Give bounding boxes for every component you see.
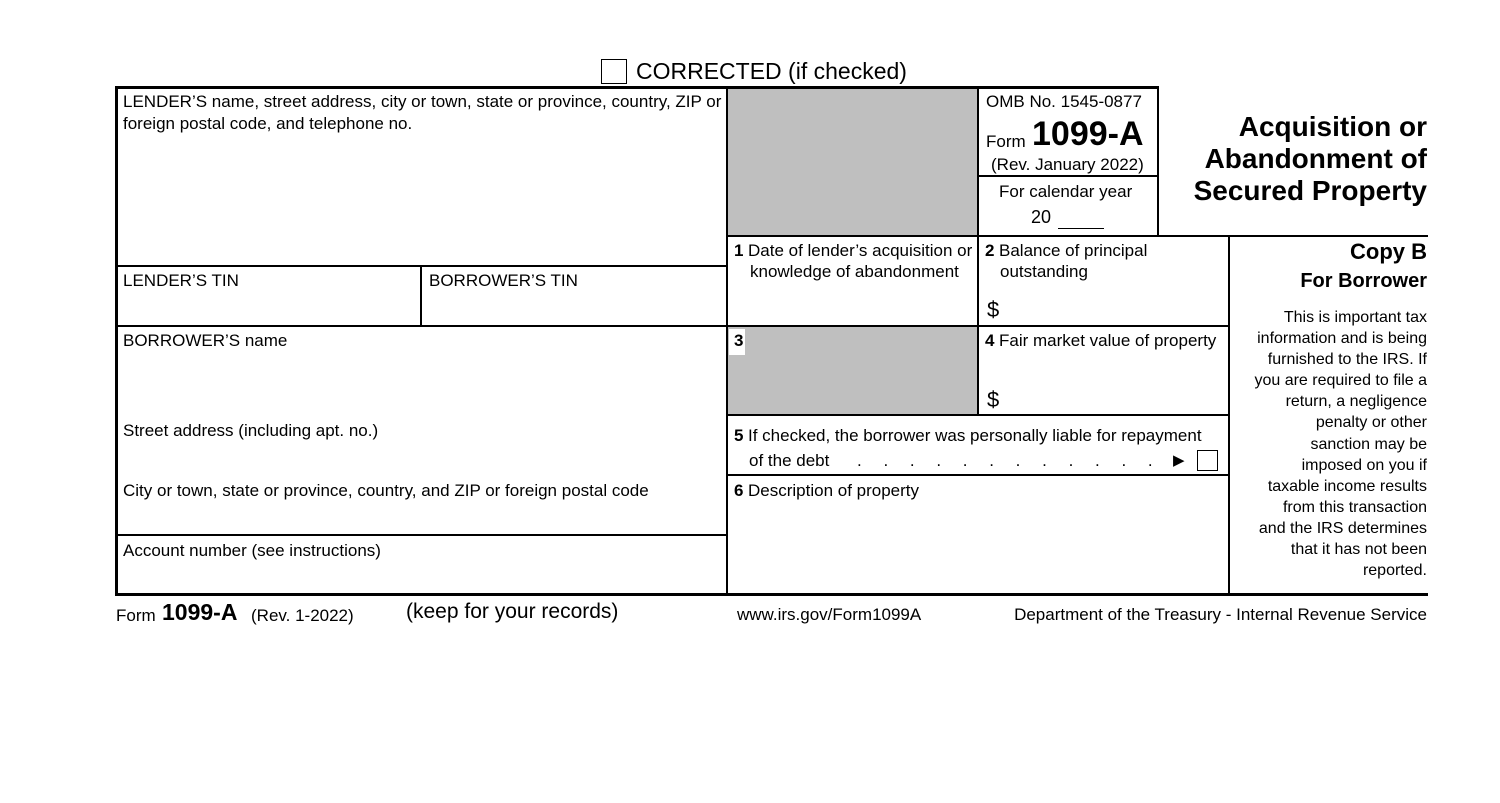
corrected-label: CORRECTED (if checked) bbox=[636, 58, 907, 84]
box2-label: Balance of principal bbox=[999, 241, 1148, 260]
box1-number: 1 bbox=[734, 241, 744, 260]
notice-line: taxable income results bbox=[1267, 477, 1427, 495]
rule-account-top bbox=[115, 534, 727, 536]
copy-subtitle: For Borrower bbox=[1300, 270, 1427, 292]
rule-box5-bottom bbox=[727, 474, 1230, 476]
rule-omb-right bbox=[1157, 86, 1159, 236]
lender-name-field[interactable] bbox=[118, 136, 724, 264]
rule-calendar bbox=[978, 175, 1158, 177]
notice-line: penalty or other bbox=[1315, 414, 1427, 432]
notice-line: sanction may be bbox=[1310, 435, 1427, 453]
box5-liable-checkbox[interactable] bbox=[1197, 450, 1218, 471]
box3-number: 3 bbox=[734, 331, 744, 350]
calendar-year-label: For calendar year bbox=[999, 182, 1133, 201]
box1-label-cont: knowledge of abandonment bbox=[750, 262, 959, 281]
footer-revision: (Rev. 1-2022) bbox=[251, 606, 354, 625]
form-revision: (Rev. January 2022) bbox=[991, 155, 1144, 174]
notice-line: from this transaction bbox=[1282, 498, 1427, 516]
notice-line: and the IRS determines bbox=[1258, 519, 1427, 537]
corrected-checkbox[interactable] bbox=[601, 59, 627, 84]
notice-line: This is important tax bbox=[1283, 309, 1427, 326]
footer-department: Department of the Treasury - Internal Revenue Service bbox=[1014, 605, 1427, 624]
box4-label: Fair market value of property bbox=[999, 331, 1217, 350]
box6-label: Description of property bbox=[748, 481, 920, 500]
footer-form-number: 1099-A bbox=[162, 599, 238, 625]
box1-date-field[interactable] bbox=[730, 284, 975, 324]
notice-line: you are required to file a bbox=[1254, 372, 1427, 390]
box4-number: 4 bbox=[985, 331, 995, 350]
footer-keep-records: (keep for your records) bbox=[406, 600, 619, 623]
rule-tin-bottom bbox=[115, 325, 1230, 327]
box5-label-cont: of the debt bbox=[749, 451, 830, 470]
form-number: 1099-A bbox=[1032, 115, 1144, 153]
box2-label-cont: outstanding bbox=[1000, 262, 1088, 281]
notice-line: that it has not been bbox=[1290, 541, 1427, 559]
copy-notice bbox=[1227, 307, 1427, 581]
box6-number: 6 bbox=[734, 481, 744, 500]
notice-line: imposed on you if bbox=[1301, 456, 1427, 474]
city-field[interactable] bbox=[118, 503, 724, 533]
box4-dollar-sign: $ bbox=[987, 387, 1000, 412]
shaded-area-box3 bbox=[727, 327, 978, 415]
account-number-field[interactable] bbox=[118, 563, 724, 592]
borrower-tin-label: BORROWER’S TIN bbox=[429, 271, 578, 290]
rule-mid bbox=[726, 86, 728, 595]
rule-top-right bbox=[727, 235, 1428, 237]
box2-dollar-sign: $ bbox=[987, 297, 1000, 322]
street-address-label: Street address (including apt. no.) bbox=[123, 421, 379, 440]
lender-name-label-cont: foreign postal code, and telephone no. bbox=[123, 114, 413, 133]
street-address-field[interactable] bbox=[118, 443, 724, 476]
lender-tin-field[interactable] bbox=[118, 293, 418, 324]
box6-description-field[interactable] bbox=[730, 503, 1226, 592]
box1-label: Date of lender’s acquisition or bbox=[748, 241, 973, 260]
box5-number: 5 bbox=[734, 426, 744, 445]
box2-balance-field[interactable] bbox=[1005, 290, 1225, 324]
shaded-area-top bbox=[727, 88, 978, 236]
account-number-label: Account number (see instructions) bbox=[123, 541, 381, 560]
lender-name-label: LENDER’S name, street address, city or town, state or province, country, ZIP or bbox=[123, 92, 722, 111]
box2-number: 2 bbox=[985, 241, 995, 260]
rule-tin-divider bbox=[420, 265, 422, 326]
year-prefix: 20 bbox=[1031, 207, 1052, 227]
form-word: Form bbox=[986, 132, 1026, 151]
form-title-line2: Abandonment of bbox=[1204, 143, 1427, 174]
form-top-border bbox=[115, 86, 1158, 89]
box4-fmv-field[interactable] bbox=[1005, 380, 1225, 413]
box5-label: If checked, the borrower was personally liable for repayment bbox=[748, 426, 1202, 445]
footer-form-word: Form bbox=[116, 606, 156, 625]
calendar-year-field[interactable] bbox=[1058, 209, 1104, 229]
form-title-line3: Secured Property bbox=[1193, 175, 1427, 206]
omb-number: OMB No. 1545-0877 bbox=[986, 92, 1142, 111]
form-bottom-border bbox=[115, 593, 1428, 596]
footer-url: www.irs.gov/Form1099A bbox=[737, 605, 922, 624]
copy-title: Copy B bbox=[1350, 239, 1427, 264]
box5-dot-leader: . . . . . . . . . . . . bbox=[857, 451, 1154, 470]
notice-line: return, a negligence bbox=[1285, 393, 1427, 411]
borrower-name-field[interactable] bbox=[118, 353, 724, 413]
borrower-tin-field[interactable] bbox=[424, 293, 724, 324]
notice-line: furnished to the IRS. If bbox=[1267, 351, 1427, 369]
form-title-line1: Acquisition or bbox=[1238, 111, 1427, 142]
notice-line: information and is being bbox=[1257, 330, 1427, 348]
borrower-name-label: BORROWER’S name bbox=[123, 331, 288, 350]
notice-line: reported. bbox=[1362, 562, 1427, 580]
rule-col3 bbox=[977, 86, 979, 415]
box5-arrow-icon: ▶ bbox=[1173, 452, 1185, 469]
lender-tin-label: LENDER’S TIN bbox=[123, 271, 239, 290]
city-label: City or town, state or province, country, and ZIP or foreign postal code bbox=[123, 481, 649, 500]
